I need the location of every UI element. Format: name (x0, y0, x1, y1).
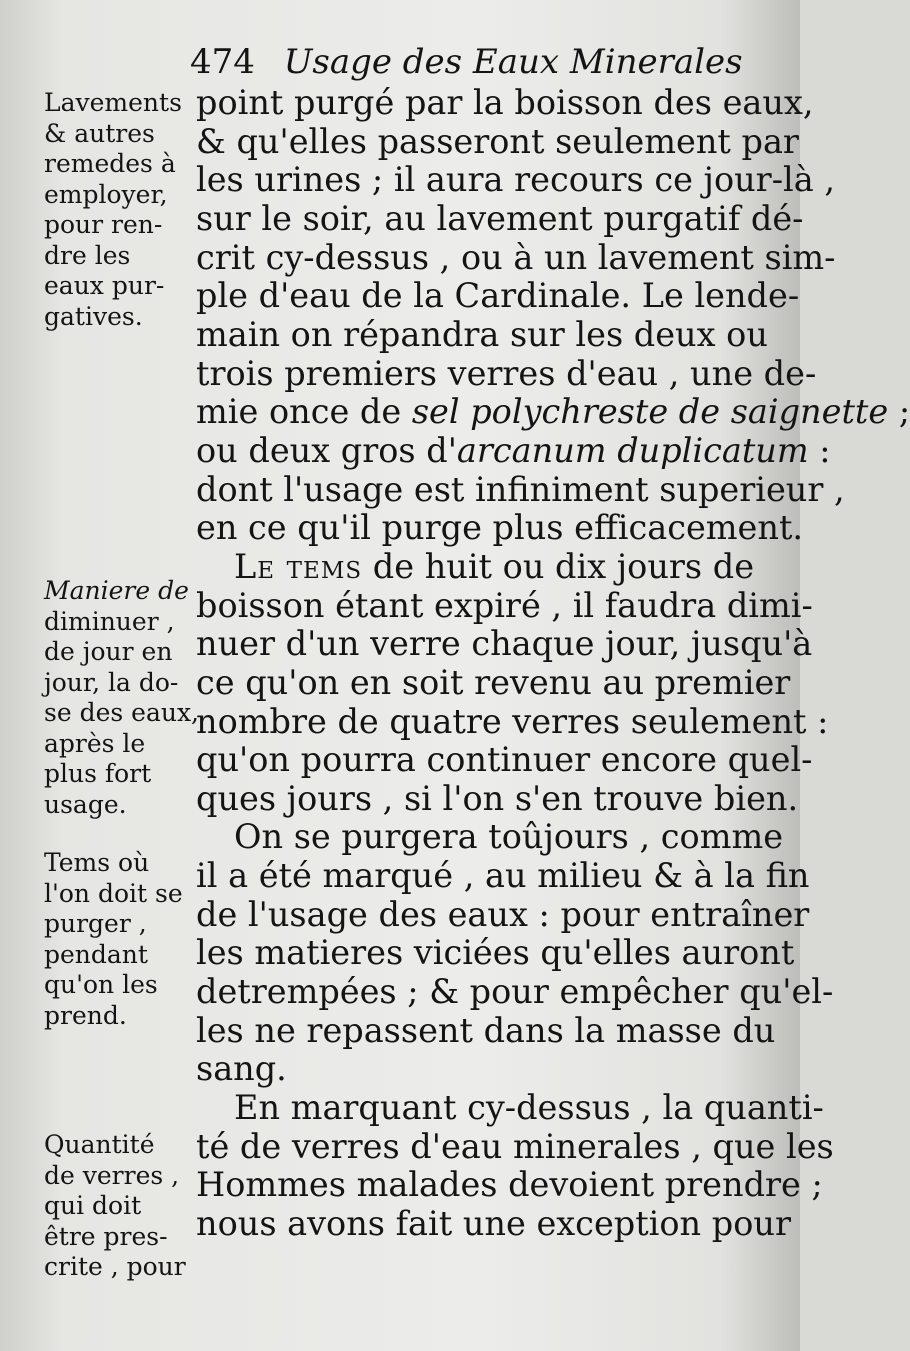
margin-line: après le (44, 728, 146, 758)
margin-line: jour, la do- (44, 667, 179, 697)
margin-line: Maniere de (44, 576, 189, 605)
text-line: ce qu'on en soit revenu au premier (196, 662, 791, 702)
text-line: ple d'eau de la Cardinale. Le lende- (196, 276, 800, 316)
margin-line: pour ren- (44, 210, 163, 239)
margin-line: pendant (44, 939, 148, 969)
text-line: en ce qu'il purge plus efficacement. (196, 508, 804, 548)
text-run: ; (888, 392, 910, 432)
text-run: mie once de (196, 392, 412, 432)
margin-line: crite , pour (44, 1252, 186, 1281)
text-line: sur le soir, au lavement purgatif dé- (196, 198, 804, 238)
text-line: & qu'elles passeront seulement par (196, 121, 799, 161)
text-run: de huit ou dix jours de (362, 546, 755, 586)
margin-line: purger , (44, 909, 147, 938)
italic-term: arcanum duplicatum (456, 430, 809, 470)
margin-line: employer, (44, 179, 168, 209)
text-line: nous avons fait une exception pour (196, 1204, 791, 1244)
margin-line: être pres- (44, 1221, 168, 1251)
margin-line: prend. (44, 1000, 127, 1030)
text-line: les ne repassent dans la masse du (196, 1010, 776, 1050)
text-line: Hommes malades devoient prendre ; (196, 1165, 823, 1205)
text-line: En marquant cy-dessus , la quanti- (234, 1088, 824, 1128)
margin-note-lavements (44, 88, 192, 332)
margin-line: qui doit (44, 1191, 142, 1220)
text-line: ques jours , si l'on s'en trouve bien. (196, 778, 799, 818)
margin-line: diminuer , (44, 606, 175, 636)
margin-line: de jour en (44, 637, 173, 666)
italic-term: sel polychreste de saignette (411, 392, 889, 432)
main-text (196, 83, 910, 1244)
text-line: il a été marqué , au milieu & à la fin (196, 856, 810, 896)
running-header (190, 42, 790, 88)
text-line: nombre de quatre verres seulement : (196, 701, 829, 741)
margin-note-maniere (44, 576, 199, 820)
page-number: 474 (190, 42, 255, 82)
margin-line: dre les (44, 240, 131, 270)
text-line: de l'usage des eaux : pour entraîner (196, 894, 810, 934)
text-line: les matieres viciées qu'elles auront (196, 933, 795, 973)
text-line (196, 392, 910, 432)
margin-line: remedes à (44, 149, 176, 178)
margin-line: usage. (44, 789, 127, 819)
text-line: detrempées ; & pour empêcher qu'el- (196, 972, 834, 1012)
running-title: Usage des Eaux Minerales (283, 42, 743, 82)
text-line: trois premiers verres d'eau , une de- (196, 353, 817, 393)
text-line: dont l'usage est infiniment superieur , (196, 469, 845, 509)
margin-line: & autres (44, 118, 155, 148)
text-run: : (808, 430, 831, 470)
margin-line: se des eaux, (44, 698, 199, 727)
margin-note-quantite (44, 1130, 192, 1283)
text-run: ou deux gros d' (196, 430, 457, 470)
margin-line: plus fort (44, 759, 152, 788)
text-line: crit cy-dessus , ou à un lavement sim- (196, 237, 836, 277)
margin-line: qu'on les (44, 970, 158, 999)
margin-line: eaux pur- (44, 271, 165, 300)
text-line: main on répandra sur les deux ou (196, 314, 768, 354)
text-line: nuer d'un verre chaque jour, jusqu'à (196, 624, 813, 664)
text-line: sang. (196, 1049, 287, 1089)
margin-line: Quantité (44, 1130, 155, 1159)
text-line: On se purgera toûjours , comme (234, 817, 784, 857)
text-line: qu'on pourra continuer encore quel- (196, 740, 813, 780)
text-line: boisson étant expiré , il faudra dimi- (196, 585, 813, 625)
margin-line: Lavements (44, 88, 182, 117)
margin-line: l'on doit se (44, 878, 183, 908)
text-line (196, 430, 831, 471)
margin-note-tems (44, 848, 192, 1031)
text-line: té de verres d'eau minerales , que les (196, 1126, 834, 1166)
margin-line: de verres , (44, 1160, 180, 1190)
text-line (196, 548, 756, 587)
margin-line: gatives. (44, 301, 143, 331)
text-line: les urines ; il aura recours ce jour-là , (196, 160, 836, 200)
text-line: point purgé par la boisson des eaux, (196, 83, 814, 122)
small-caps-lead: Le tems (234, 546, 363, 586)
margin-line: Tems où (44, 848, 150, 877)
